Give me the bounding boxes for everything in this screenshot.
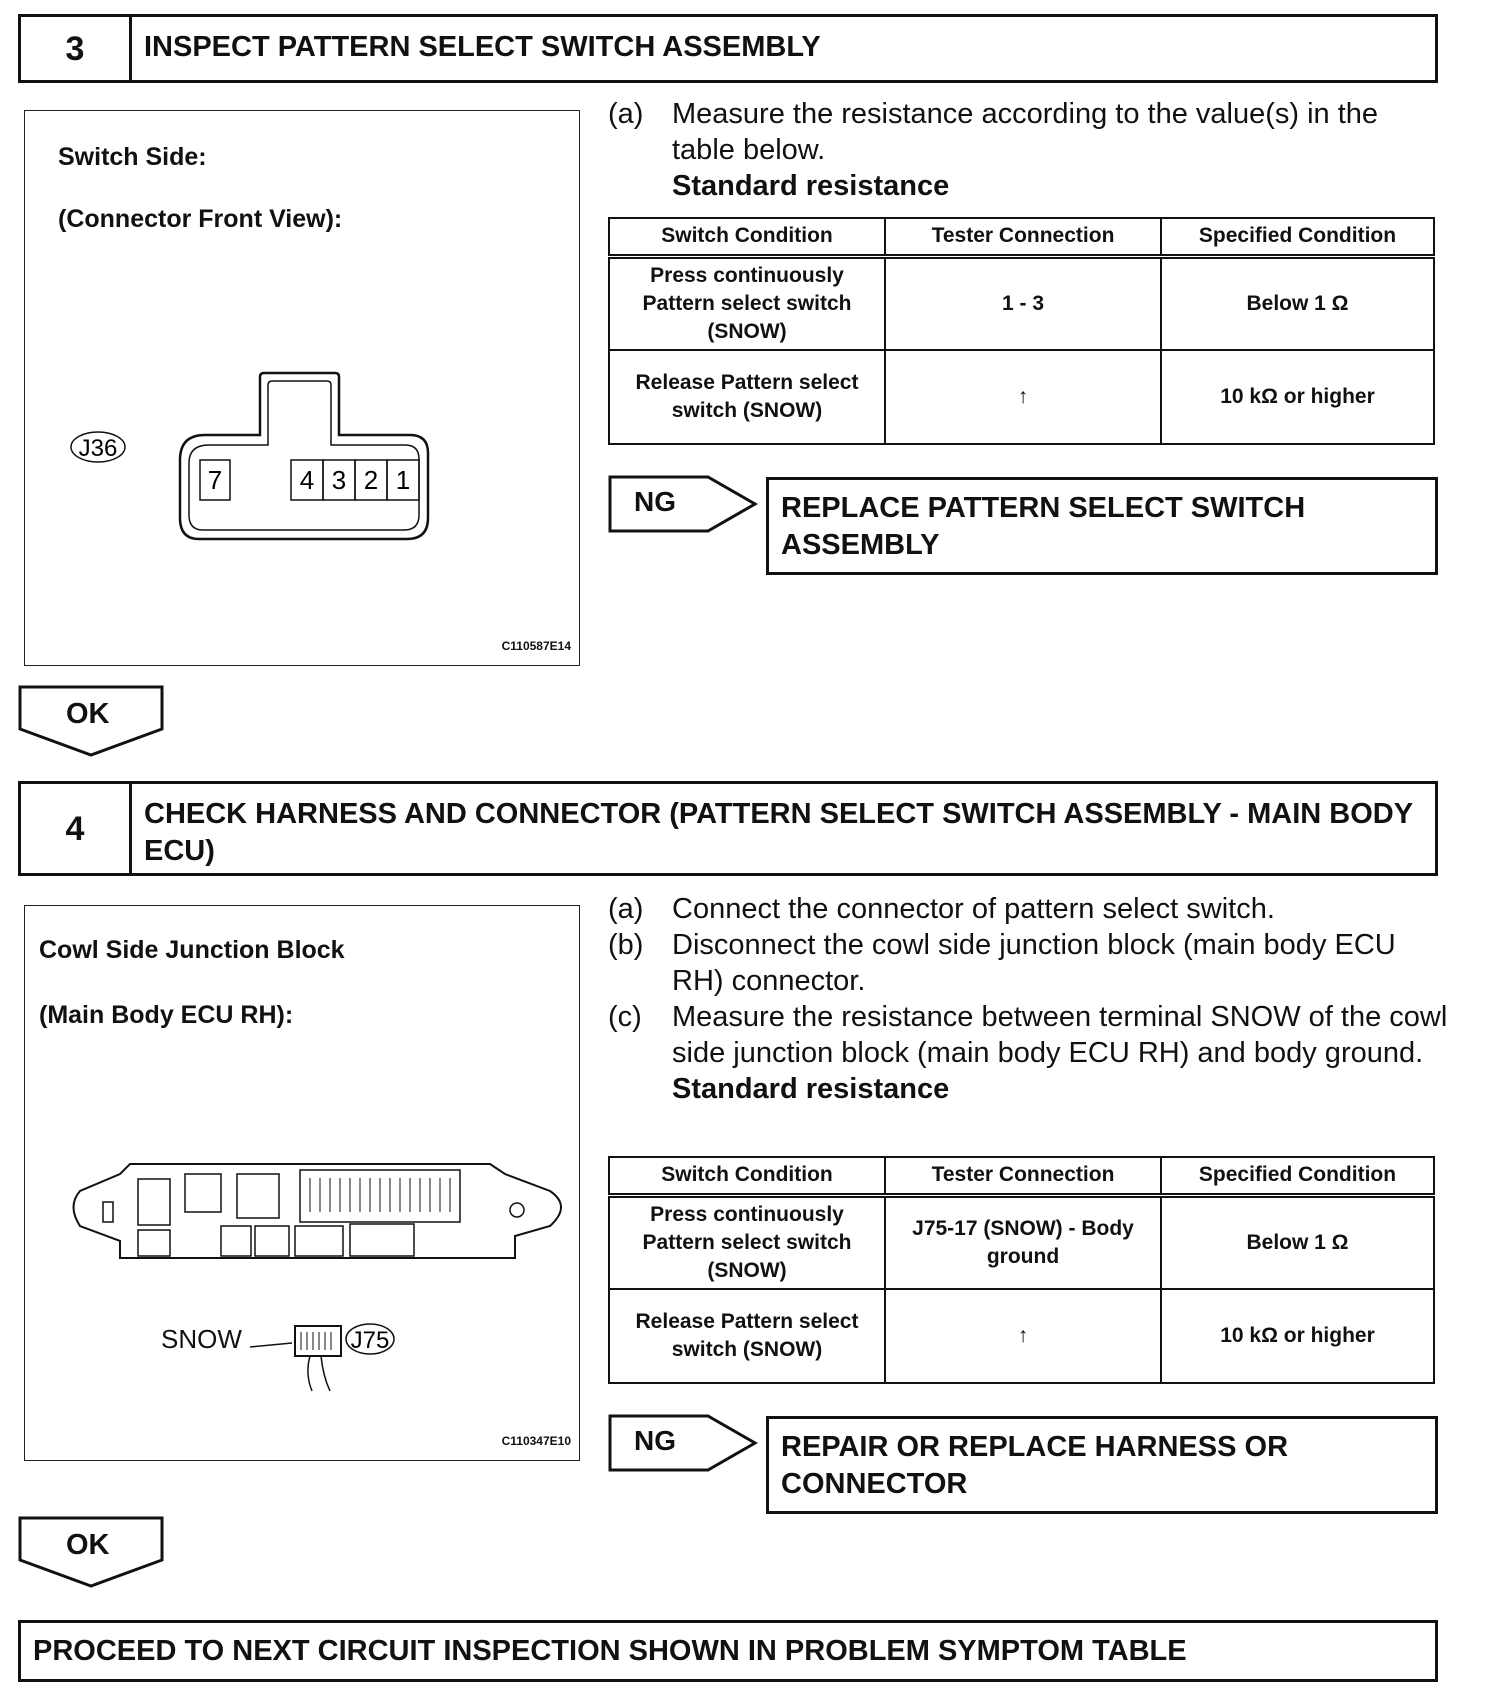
instruction-c — [608, 999, 1448, 1071]
table-header: Specified Condition — [1161, 1157, 1434, 1195]
table-cell: J75-17 (SNOW) - Body ground — [885, 1195, 1161, 1289]
j75-connector — [295, 1326, 341, 1356]
table-cell: ↑ — [885, 350, 1161, 444]
snow-leader-line — [250, 1343, 292, 1347]
connector-inner-outline — [189, 381, 419, 530]
instruction-a — [608, 96, 1448, 168]
table-row — [609, 1289, 1434, 1383]
table-cell: Release Pattern select switch (SNOW) — [609, 350, 885, 444]
table-header: Tester Connection — [885, 1157, 1161, 1195]
step-3-header — [18, 14, 1438, 83]
instruction-text: Measure the resistance according to the value(s) in the table below. — [672, 98, 1379, 166]
step-3-number: 3 — [21, 17, 132, 80]
figure-label-switch-side: Switch Side: — [58, 143, 207, 171]
pin-1: 1 — [395, 465, 411, 495]
final-instruction-box: PROCEED TO NEXT CIRCUIT INSPECTION SHOWN IN PROBLEM SYMPTOM TABLE — [18, 1620, 1438, 1682]
step-3-ng-action: REPLACE PATTERN SELECT SWITCH ASSEMBLY — [766, 477, 1438, 575]
pin-4: 4 — [299, 465, 315, 495]
table-cell: Below 1 Ω — [1161, 1195, 1434, 1289]
junction-block-outline — [74, 1164, 562, 1258]
mount-hole-right — [510, 1203, 524, 1217]
socket-b — [138, 1230, 170, 1256]
mount-hole-left — [103, 1202, 113, 1222]
table-header: Tester Connection — [885, 218, 1161, 256]
instruction-b — [608, 927, 1448, 999]
socket-large-pins — [310, 1178, 450, 1212]
step-3-ng-arrow — [608, 475, 758, 533]
socket-h — [350, 1224, 414, 1256]
socket-e — [221, 1226, 251, 1256]
step-3-instructions — [608, 96, 1448, 204]
j75-connector-pins — [301, 1332, 331, 1350]
instruction-a — [608, 891, 1448, 927]
pin-2: 2 — [363, 465, 379, 495]
figure-label-connector-front-view: (Connector Front View): — [58, 205, 343, 233]
step-4-ng-label: NG — [634, 1425, 676, 1456]
figure-code: C110587E14 — [501, 639, 571, 653]
step-4-figure — [24, 905, 580, 1461]
standard-resistance-label: Standard resistance — [672, 1073, 950, 1105]
socket-g — [295, 1226, 343, 1256]
socket-f — [255, 1226, 289, 1256]
instruction-letter: (b) — [608, 929, 644, 961]
instruction-text: Measure the resistance between terminal SNOW of the cowl side junction block (main body ECU RH) and body ground. — [672, 1001, 1448, 1069]
table-cell: Press continuously Pattern select switch (SNOW) — [609, 1195, 885, 1289]
step-3-ok-label: OK — [66, 698, 110, 730]
step-3-ng-label: NG — [634, 486, 676, 517]
junction-block-diagram — [25, 906, 581, 1462]
socket-d — [237, 1174, 279, 1218]
table-cell: Release Pattern select switch (SNOW) — [609, 1289, 885, 1383]
instruction-text: Connect the connector of pattern select switch. — [672, 893, 1275, 925]
step-3-figure — [24, 110, 580, 666]
step-4-ok-label: OK — [66, 1529, 110, 1561]
table-header: Specified Condition — [1161, 218, 1434, 256]
instruction-text: Disconnect the cowl side junction block (main body ECU RH) connector. — [672, 929, 1396, 997]
connector-outline — [180, 373, 428, 539]
step-4-ng-arrow — [608, 1414, 758, 1472]
step-4-title: CHECK HARNESS AND CONNECTOR (PATTERN SELECT SWITCH ASSEMBLY - MAIN BODY ECU) — [144, 798, 1413, 867]
instruction-letter: (a) — [608, 893, 644, 925]
step-4-instructions — [608, 891, 1448, 1107]
j75-wires — [308, 1356, 330, 1391]
figure-label-cowl-side-junction-block: Cowl Side Junction Block — [39, 936, 345, 964]
standard-resistance-label: Standard resistance — [672, 170, 950, 202]
connector-id-j75: J75 — [350, 1327, 390, 1354]
table-row — [609, 1195, 1434, 1289]
connector-id-j36: J36 — [78, 435, 118, 462]
step-4-header — [18, 781, 1438, 876]
instruction-letter: (a) — [608, 98, 644, 130]
table-cell: 1 - 3 — [885, 256, 1161, 350]
table-cell: Press continuously Pattern select switch (SNOW) — [609, 256, 885, 350]
table-cell: Below 1 Ω — [1161, 256, 1434, 350]
step-4-spec-table — [608, 1156, 1435, 1384]
table-row — [609, 256, 1434, 350]
instruction-letter: (c) — [608, 1001, 642, 1033]
table-cell: 10 kΩ or higher — [1161, 350, 1434, 444]
figure-label-main-body-ecu-rh: (Main Body ECU RH): — [39, 1001, 294, 1029]
figure-code: C110347E10 — [501, 1434, 571, 1448]
step-4-number: 4 — [21, 784, 132, 873]
pin-3: 3 — [331, 465, 347, 495]
table-header: Switch Condition — [609, 218, 885, 256]
connector-j36-diagram — [25, 111, 581, 667]
table-header: Switch Condition — [609, 1157, 885, 1195]
table-cell: ↑ — [885, 1289, 1161, 1383]
step-3-title: INSPECT PATTERN SELECT SWITCH ASSEMBLY — [144, 31, 821, 63]
table-cell: 10 kΩ or higher — [1161, 1289, 1434, 1383]
step-3-spec-table — [608, 217, 1435, 445]
table-row — [609, 350, 1434, 444]
snow-terminal-label: SNOW — [161, 1324, 242, 1354]
socket-c — [185, 1174, 221, 1212]
step-4-ng-action: REPAIR OR REPLACE HARNESS OR CONNECTOR — [766, 1416, 1438, 1514]
pin-7: 7 — [207, 465, 223, 495]
socket-a — [138, 1179, 170, 1225]
